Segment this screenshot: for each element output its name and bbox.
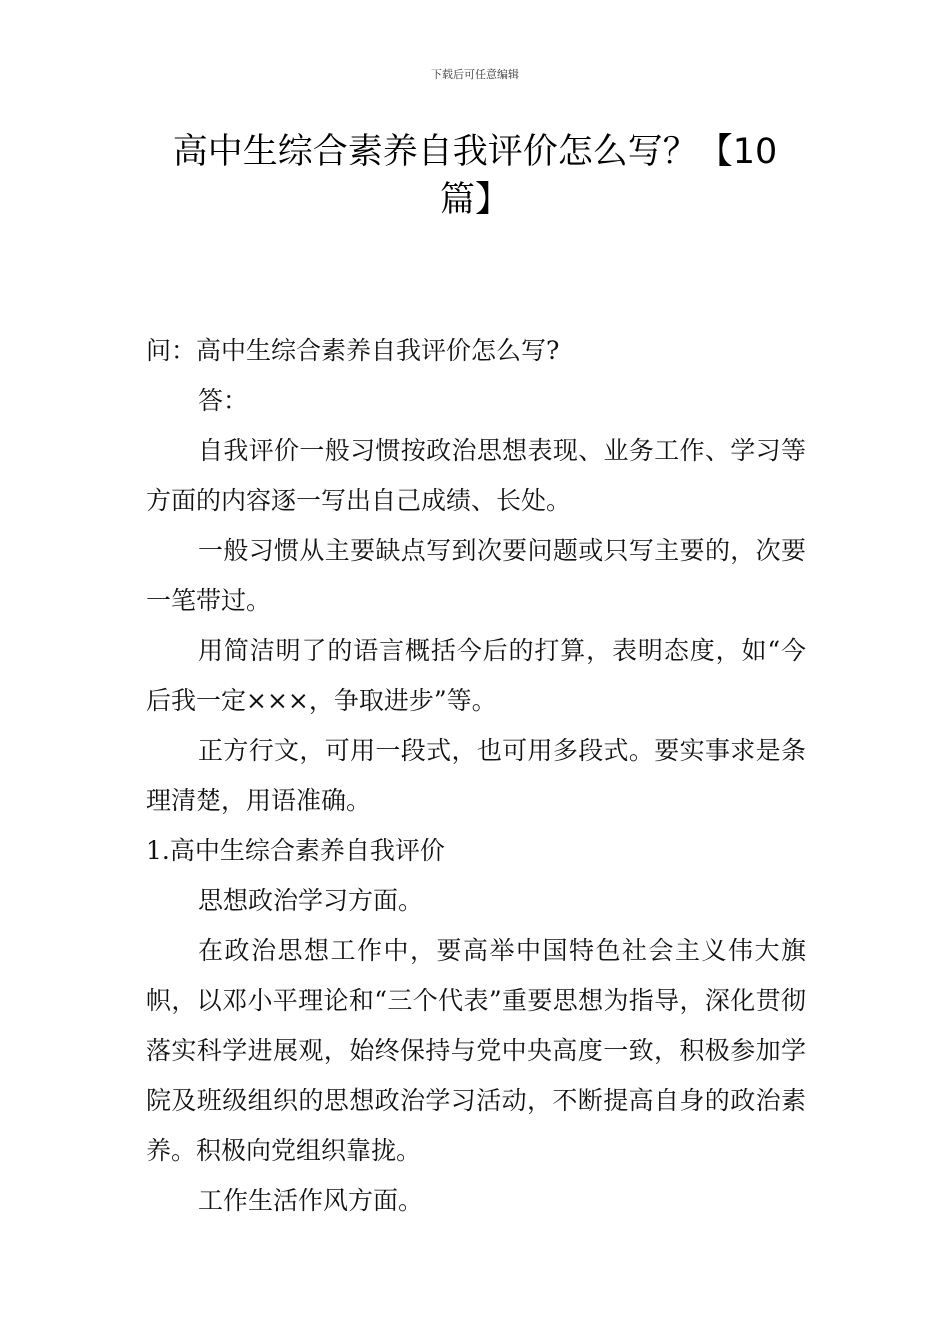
document-title: 高中生综合素养自我评价怎么写？【10篇】	[172, 132, 778, 220]
subsection-heading: 工作生活作风方面。	[198, 1186, 424, 1215]
answer-label: 答：	[198, 386, 249, 415]
body-paragraph: 用简洁明了的语言概括今后的打算，表明态度，如“今后我一定×××，争取进步”等。	[146, 636, 806, 715]
header-note: 下载后可任意编辑	[431, 68, 519, 81]
subsection-heading: 思想政治学习方面。	[198, 886, 424, 915]
body-paragraph: 自我评价一般习惯按政治思想表现、业务工作、学习等方面的内容逐一写出自己成绩、长处。	[146, 436, 806, 515]
body-paragraph: 一般习惯从主要缺点写到次要问题或只写主要的，次要一笔带过。	[146, 536, 806, 615]
question-paragraph: 问：高中生综合素养自我评价怎么写?	[146, 336, 560, 365]
document-body	[146, 326, 806, 1226]
body-paragraph: 正方行文，可用一段式，也可用多段式。要实事求是条理清楚，用语准确。	[146, 736, 806, 815]
section-heading: 1.高中生综合素养自我评价	[146, 836, 445, 865]
body-paragraph: 在政治思想工作中，要高举中国特色社会主义伟大旗帜，以邓小平理论和“三个代表”重要思想为指导，深化贯彻落实科学进展观，始终保持与党中央高度一致，积极参加学院及班级组织的思想政治学习活动，不断提高自身的政治素养。积极向党组织靠拢。	[146, 936, 806, 1165]
